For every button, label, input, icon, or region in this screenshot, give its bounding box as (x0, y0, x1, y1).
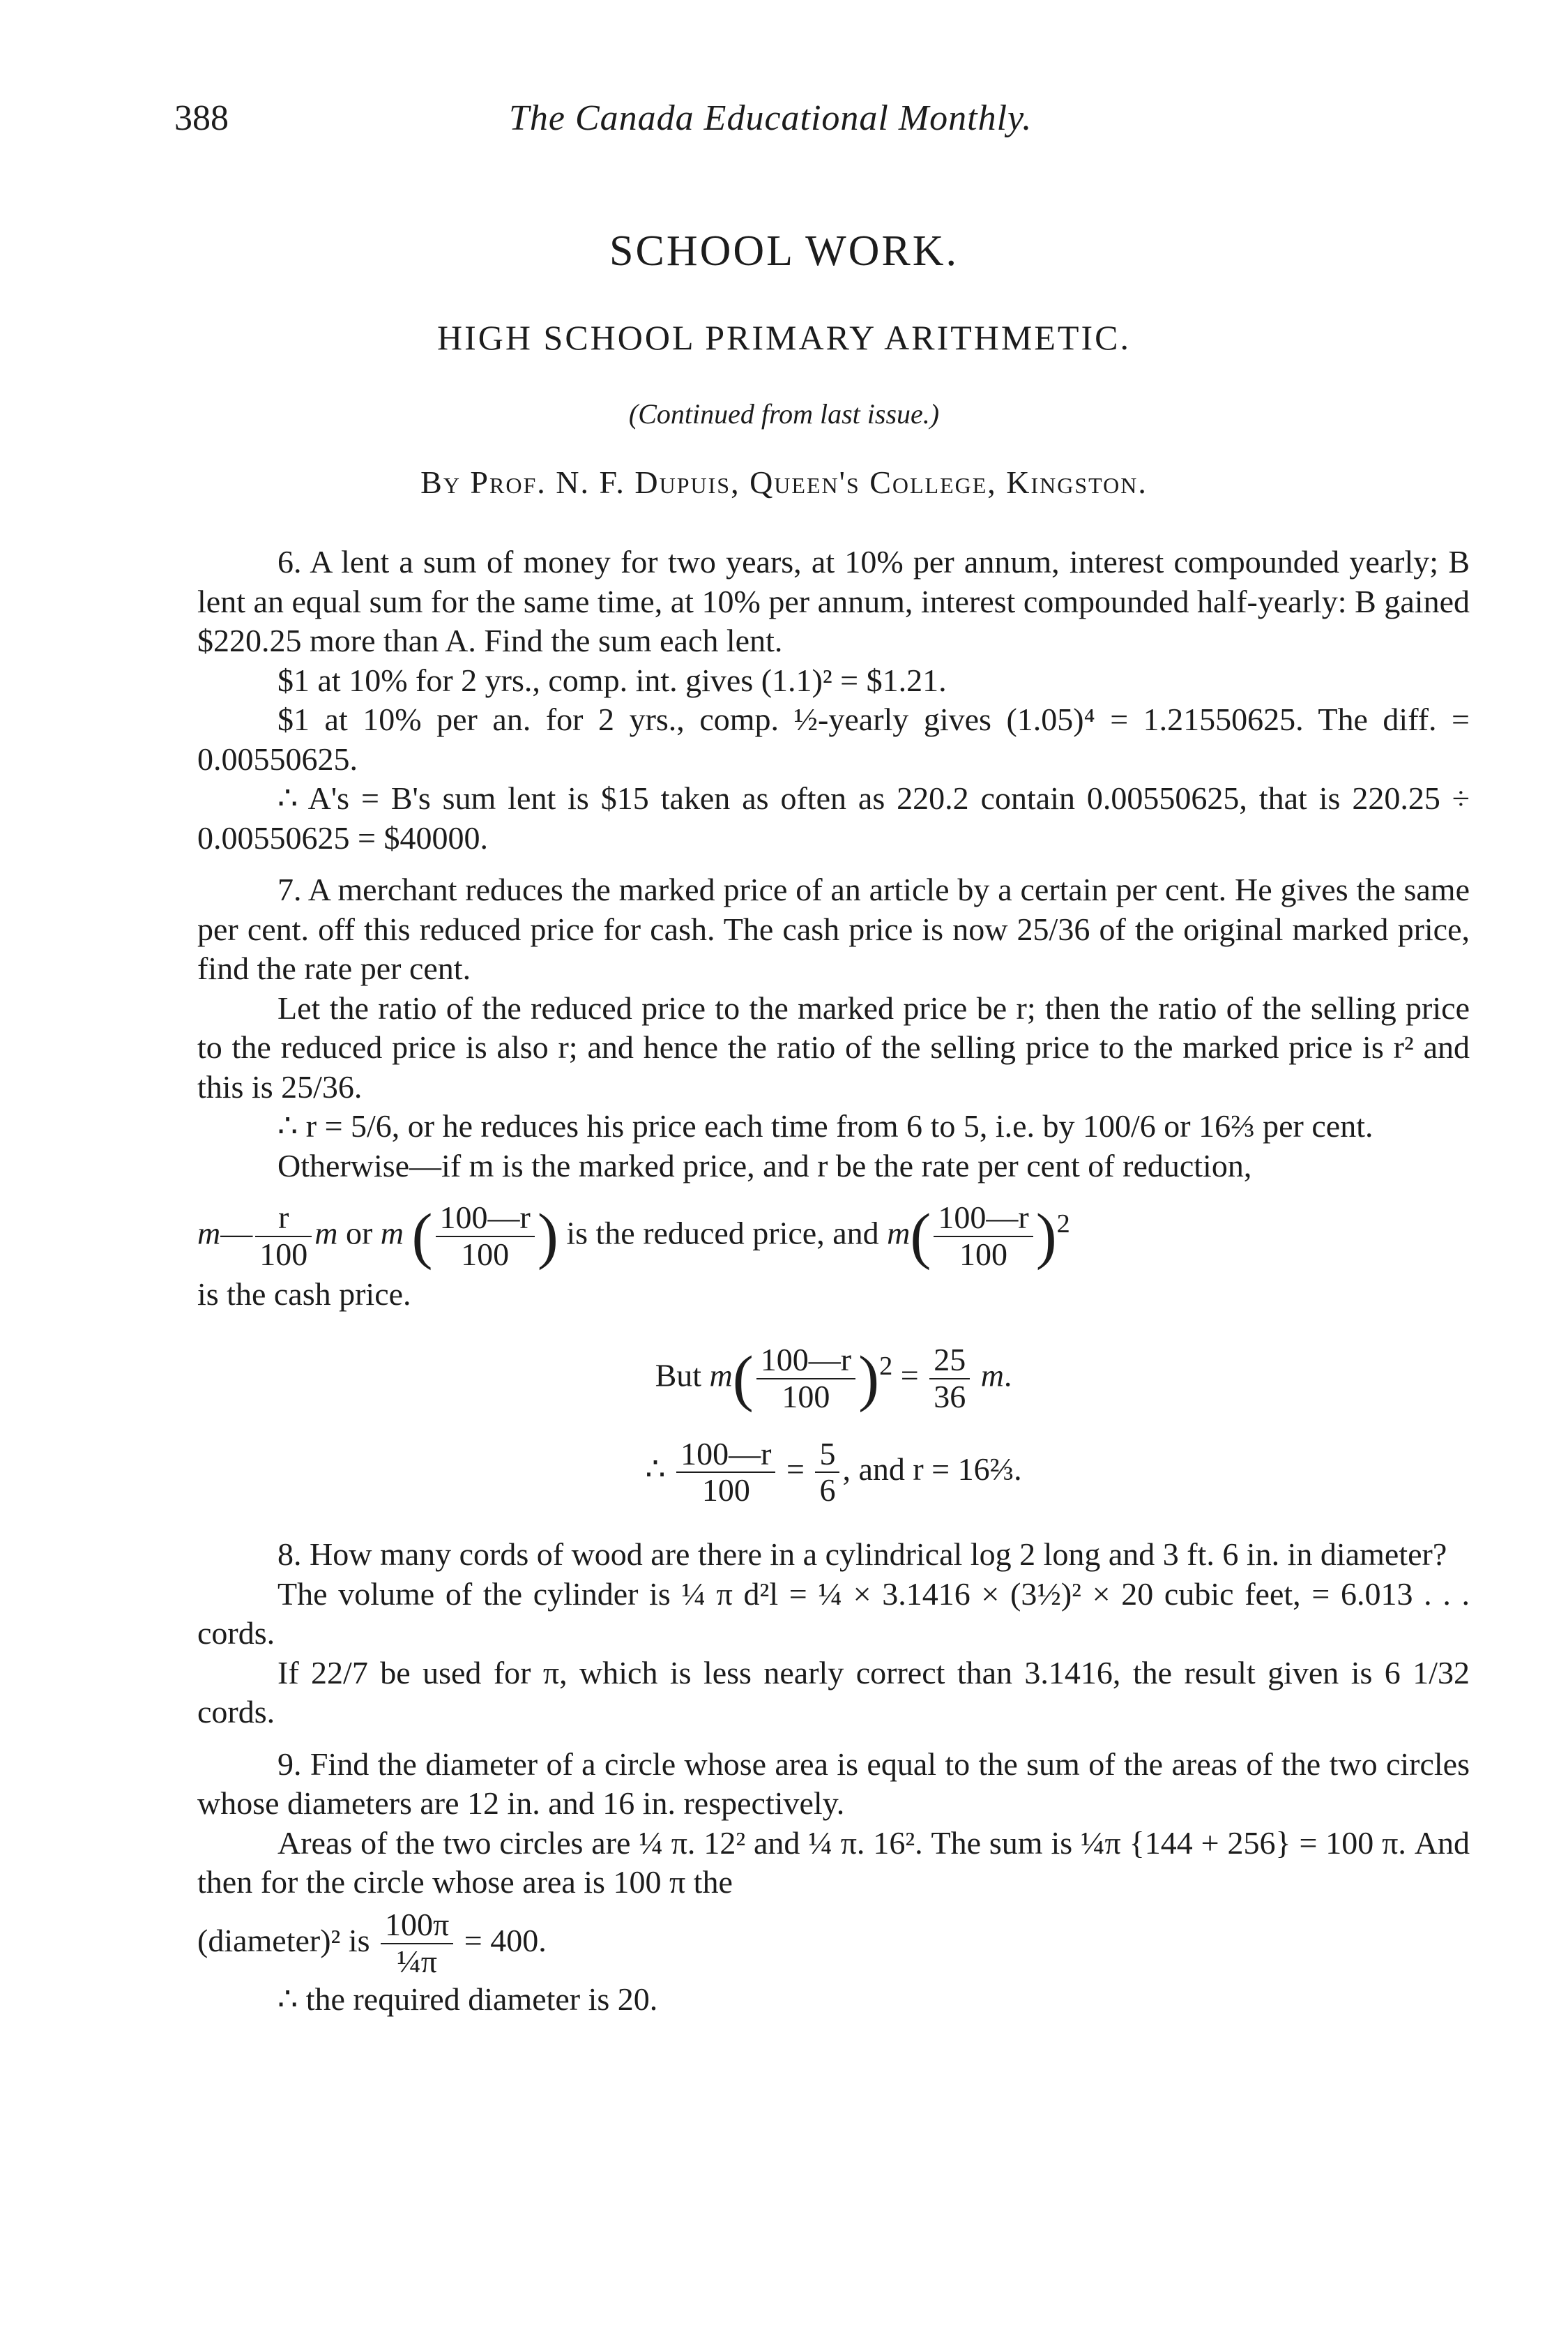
running-title: The Canada Educational Monthly. (509, 98, 1033, 138)
problem-7-line2: ∴ r = 5/6, or he reduces his price each time from 6 to 5, i.e. by 100/6 or 16⅔ per cent. (277, 1108, 1373, 1144)
problem-9-line1: Areas of the two circles are ¼ π. 12² and ¼ π. 16². The sum is ¼π {144 + 256} = 100 π. And then for the circle whose area is 100 π the (197, 1824, 1470, 1900)
continued-note: (Continued from last issue.) (628, 398, 940, 430)
cash-text: is the cash price. (197, 1276, 411, 1312)
problem-9-diameter-line: (diameter)² is $\frac{100\pi}{\text{¼π}}$ = 400. (197, 1907, 547, 1979)
problem-9-conclusion: ∴ the required diameter is 20. (277, 1981, 658, 2017)
problem-7-otherwise (197, 1147, 1470, 1186)
page-header (174, 91, 1471, 153)
fraction-reduced: $\frac{100—r}{100}$ (436, 1200, 535, 1272)
fraction-100pi-over-quarter-pi: $\frac{100\pi}{\text{¼π}}$ (381, 1907, 453, 1979)
problem-7-question: 7. A merchant reduces the marked price of an article by a certain per cent. He gives the same per cent. off this reduced price for cash. The cash price is now 25/36 of the original marked price, find the rate per cent. (197, 872, 1470, 986)
problem-6-line1: $1 at 10% for 2 yrs., comp. int. gives (1.1)² = $1.21. (277, 662, 947, 698)
byline: By Prof. N. F. Dupuis, Queen's College, Kingston. (420, 464, 1148, 500)
problem-6-line2: $1 at 10% per an. for 2 yrs., comp. ½-yearly gives (1.05)⁴ = 1.21550625. The diff. = 0.00550625. (197, 702, 1470, 777)
problem-7-line1: Let the ratio of the reduced price to the marked price be r; then the ratio of the selling price to the reduced price is also r; and hence the ratio of the selling price to the marked price is r² and this is 25/36. (197, 990, 1470, 1105)
fraction-25-36: $\frac{25}{36}$ (929, 1342, 970, 1414)
equation-result: ∴ $\frac{100—r}{100}$ = $\frac{5}{6}$ , and r = 16⅔. (645, 1435, 1022, 1508)
problem-7-reduction-line: m— $\frac{r}{100}$ m or m ( $\frac{100—r}{100}$ ) is the reduced price, and m( $\frac{100—r}{100}$ )$^2$ (197, 1200, 1070, 1272)
otherwise-text: Otherwise—if m is the marked price, and r be the rate per cent of reduction, (277, 1147, 1252, 1183)
page-number: 388 (174, 98, 229, 138)
problem-8-line1: The volume of the cylinder is ¼ π d²l = ¼ × 3.1416 × (3½)² × 20 cubic feet, = 6.013 . . . cords. (197, 1575, 1470, 1651)
fraction-cash: $\frac{100—r}{100}$ (934, 1200, 1033, 1272)
article-body (197, 543, 1470, 2019)
problem-8-question: 8. How many cords of wood are there in a cylindrical log 2 long and 3 ft. 6 in. in diameter? (277, 1536, 1447, 1573)
problem-6-question: 6. A lent a sum of money for two years, at 10% per annum, interest compounded yearly; B lent an equal sum for the same time, at 10% per annum, interest compounded half-yearly: B gained $220.25 more than A. Find the sum each lent. (197, 544, 1470, 658)
fraction-r-over-100: $\frac{r}{100}$ (255, 1200, 312, 1272)
problem-9-question: 9. Find the diameter of a circle whose area is equal to the sum of the areas of the two circles whose diameters are 12 in. and 16 in. respectively. (197, 1746, 1470, 1822)
reduced-text: is the reduced price, and (566, 1215, 879, 1251)
article-title: HIGH SCHOOL PRIMARY ARITHMETIC. (437, 318, 1131, 357)
problem-8-line2: If 22/7 be used for π, which is less nearly correct than 3.1416, the result given is 6 1/32 cords. (197, 1654, 1470, 1730)
problem-6-line3: ∴ A's = B's sum lent is $15 taken as often as 220.2 contain 0.00550625, that is 220.25 ÷ 0.00550625 = $40000. (197, 780, 1470, 856)
equation-but: But m( $\frac{100—r}{100}$ )$^2$ = $\frac{25}{36}$ m. (655, 1342, 1012, 1415)
section-title: SCHOOL WORK. (609, 227, 959, 275)
